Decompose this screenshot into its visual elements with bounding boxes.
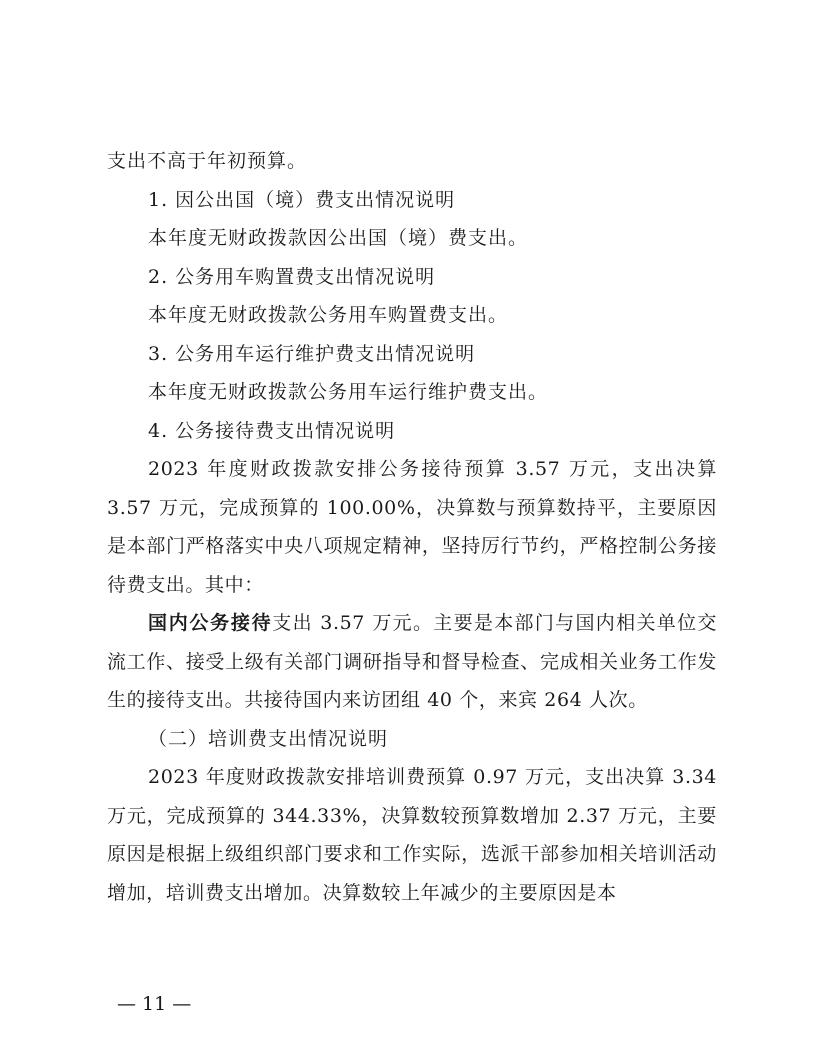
body-vehicle-purchase: 本年度无财政拨款公务用车购置费支出。 bbox=[148, 304, 509, 326]
heading-vehicle-purchase: 2. 公务用车购置费支出情况说明 bbox=[148, 265, 436, 288]
paragraph-training: 2023 年度财政拨款安排培训费预算 0.97 万元，支出决算 3.34 万元，完成预算的 344.33%，决算数较预算数增加 2.37 万元，主要原因是根据上级组织部门要求和工作实际，选派干部参加相关培训活动增加，培训费支出增加。决算数较上年减少的主要原因是本 bbox=[107, 766, 717, 904]
document-body bbox=[107, 142, 717, 912]
body-vehicle-maintenance: 本年度无财政拨款公务用车运行维护费支出。 bbox=[148, 381, 549, 403]
body-overseas-travel: 本年度无财政拨款因公出国（境）费支出。 bbox=[148, 227, 529, 249]
paragraph-domestic-reception bbox=[107, 604, 717, 720]
continuation-line: 支出不高于年初预算。 bbox=[107, 150, 308, 172]
domestic-reception-lead: 国内公务接待 bbox=[148, 612, 273, 634]
heading-vehicle-maintenance: 3. 公务用车运行维护费支出情况说明 bbox=[148, 342, 476, 365]
heading-reception: 4. 公务接待费支出情况说明 bbox=[148, 419, 396, 442]
heading-training: （二）培训费支出情况说明 bbox=[148, 727, 389, 750]
paragraph-reception: 2023 年度财政拨款安排公务接待预算 3.57 万元，支出决算 3.57 万元，完成预算的 100.00%，决算数与预算数持平，主要原因是本部门严格落实中央八项规定精神，坚持厉行节约，严格控制公务接待费支出。其中： bbox=[107, 458, 717, 596]
domestic-reception-text: 支出 3.57 万元。主要是本部门与国内相关单位交流工作、接受上级有关部门调研指导和督导检查、完成相关业务工作发生的接待支出。共接待国内来访团组 40 个，来宾 264 人次。 bbox=[107, 612, 717, 711]
page-number: — 11 — bbox=[117, 993, 192, 1015]
heading-overseas-travel: 1. 因公出国（境）费支出情况说明 bbox=[148, 188, 456, 211]
